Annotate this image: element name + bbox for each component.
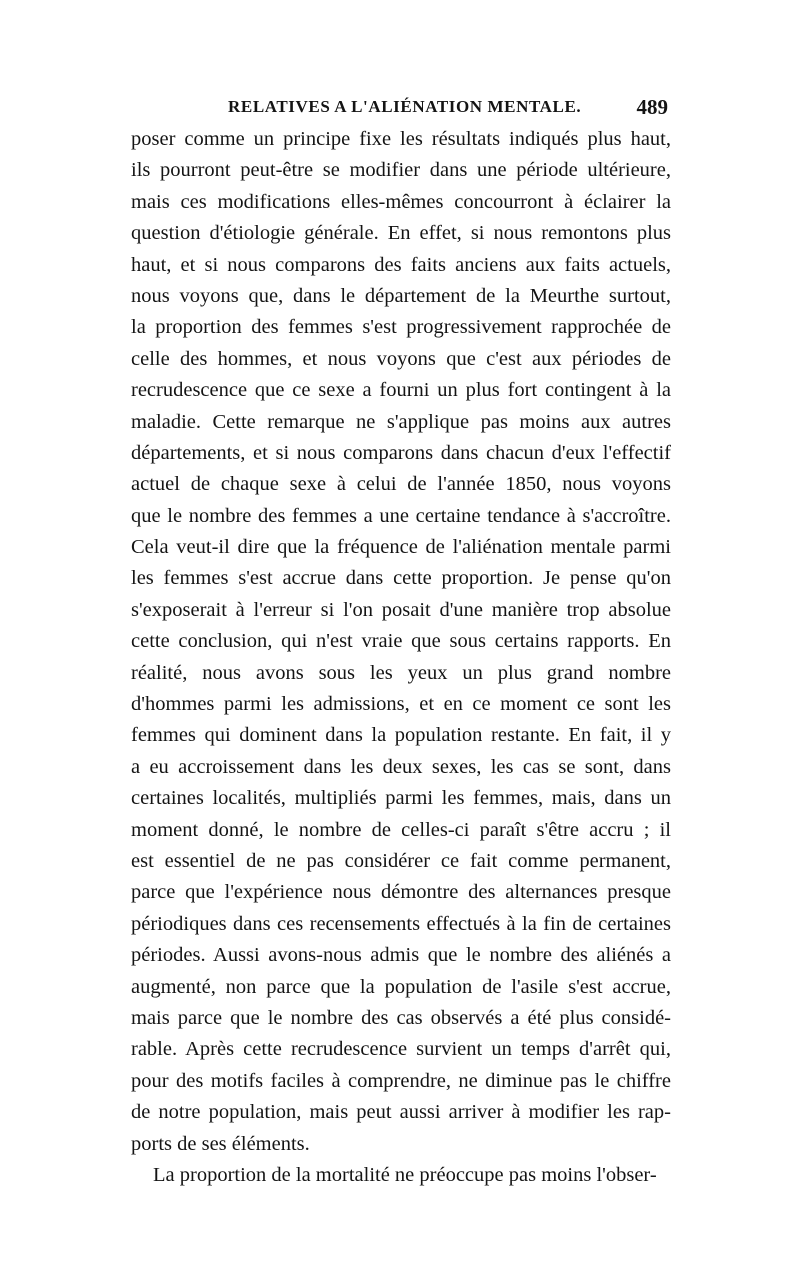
body-text [131, 124, 671, 1191]
text-line: celle des hommes, et nous voyons que c'est aux périodes de [131, 347, 671, 370]
page-number: 489 [636, 95, 668, 119]
text-line: moment donné, le nombre de celles-ci paraît s'être accru ; il [131, 818, 671, 841]
text-line: rable. Après cette recrudescence survient un temps d'arrêt qui, [131, 1038, 671, 1061]
running-head [228, 92, 668, 122]
text-line: les femmes s'est accrue dans cette proportion. Je pense qu'on [131, 567, 671, 590]
text-line: réalité, nous avons sous les yeux un plus grand nombre [131, 661, 671, 684]
text-line: mais ces modifications elles-mêmes concourront à éclairer la [131, 190, 671, 213]
text-line: d'hommes parmi les admissions, et en ce moment ce sont les [131, 693, 671, 716]
text-line: périodes. Aussi avons-nous admis que le nombre des aliénés a [131, 944, 671, 967]
text-line: question d'étiologie générale. En effet, si nous remontons plus [131, 222, 671, 245]
text-line: que le nombre des femmes a une certaine tendance à s'accroître. [131, 504, 671, 527]
text-line: nous voyons que, dans le département de la Meurthe surtout, [131, 284, 671, 307]
text-line: La proportion de la mortalité ne préoccupe pas moins l'obser- [153, 1163, 657, 1186]
text-line: actuel de chaque sexe à celui de l'année 1850, nous voyons [131, 473, 671, 496]
text-line: haut, et si nous comparons des faits anciens aux faits actuels, [131, 253, 671, 276]
paragraph [131, 124, 671, 1160]
text-line: maladie. Cette remarque ne s'applique pas moins aux autres [131, 410, 671, 433]
text-line: est essentiel de ne pas considérer ce fait comme permanent, [131, 849, 671, 872]
text-line: périodiques dans ces recensements effectués à la fin de certaines [131, 912, 671, 935]
text-line: départements, et si nous comparons dans chacun d'eux l'effectif [131, 441, 671, 464]
text-line: pour des motifs faciles à comprendre, ne diminue pas le chiffre [131, 1069, 671, 1092]
text-line: poser comme un principe fixe les résultats indiqués plus haut, [131, 128, 671, 150]
text-line: femmes qui dominent dans la population restante. En fait, il y [131, 724, 671, 747]
text-line: certaines localités, multipliés parmi les femmes, mais, dans un [131, 787, 671, 810]
text-line: la proportion des femmes s'est progressivement rapprochée de [131, 316, 671, 339]
text-line: cette conclusion, qui n'est vraie que sous certains rapports. En [131, 630, 671, 653]
running-title: RELATIVES A L'ALIÉNATION MENTALE. [228, 97, 582, 116]
text-line: recrudescence que ce sexe a fourni un plus fort contingent à la [131, 379, 671, 402]
text-line: ports de ses éléments. [131, 1132, 310, 1155]
text-line: s'exposerait à l'erreur si l'on posait d'une manière trop absolue [131, 598, 671, 621]
text-line: mais parce que le nombre des cas observés a été plus considé- [131, 1006, 671, 1029]
text-line: augmenté, non parce que la population de l'asile s'est accrue, [131, 975, 671, 998]
text-line: ils pourront peut-être se modifier dans une période ultérieure, [131, 159, 671, 182]
text-line: a eu accroissement dans les deux sexes, les cas se sont, dans [131, 755, 671, 778]
text-line: Cela veut-il dire que la fréquence de l'aliénation mentale parmi [131, 536, 671, 559]
text-line: de notre population, mais peut aussi arriver à modifier les rap- [131, 1101, 671, 1124]
text-line: parce que l'expérience nous démontre des alternances presque [131, 881, 671, 904]
